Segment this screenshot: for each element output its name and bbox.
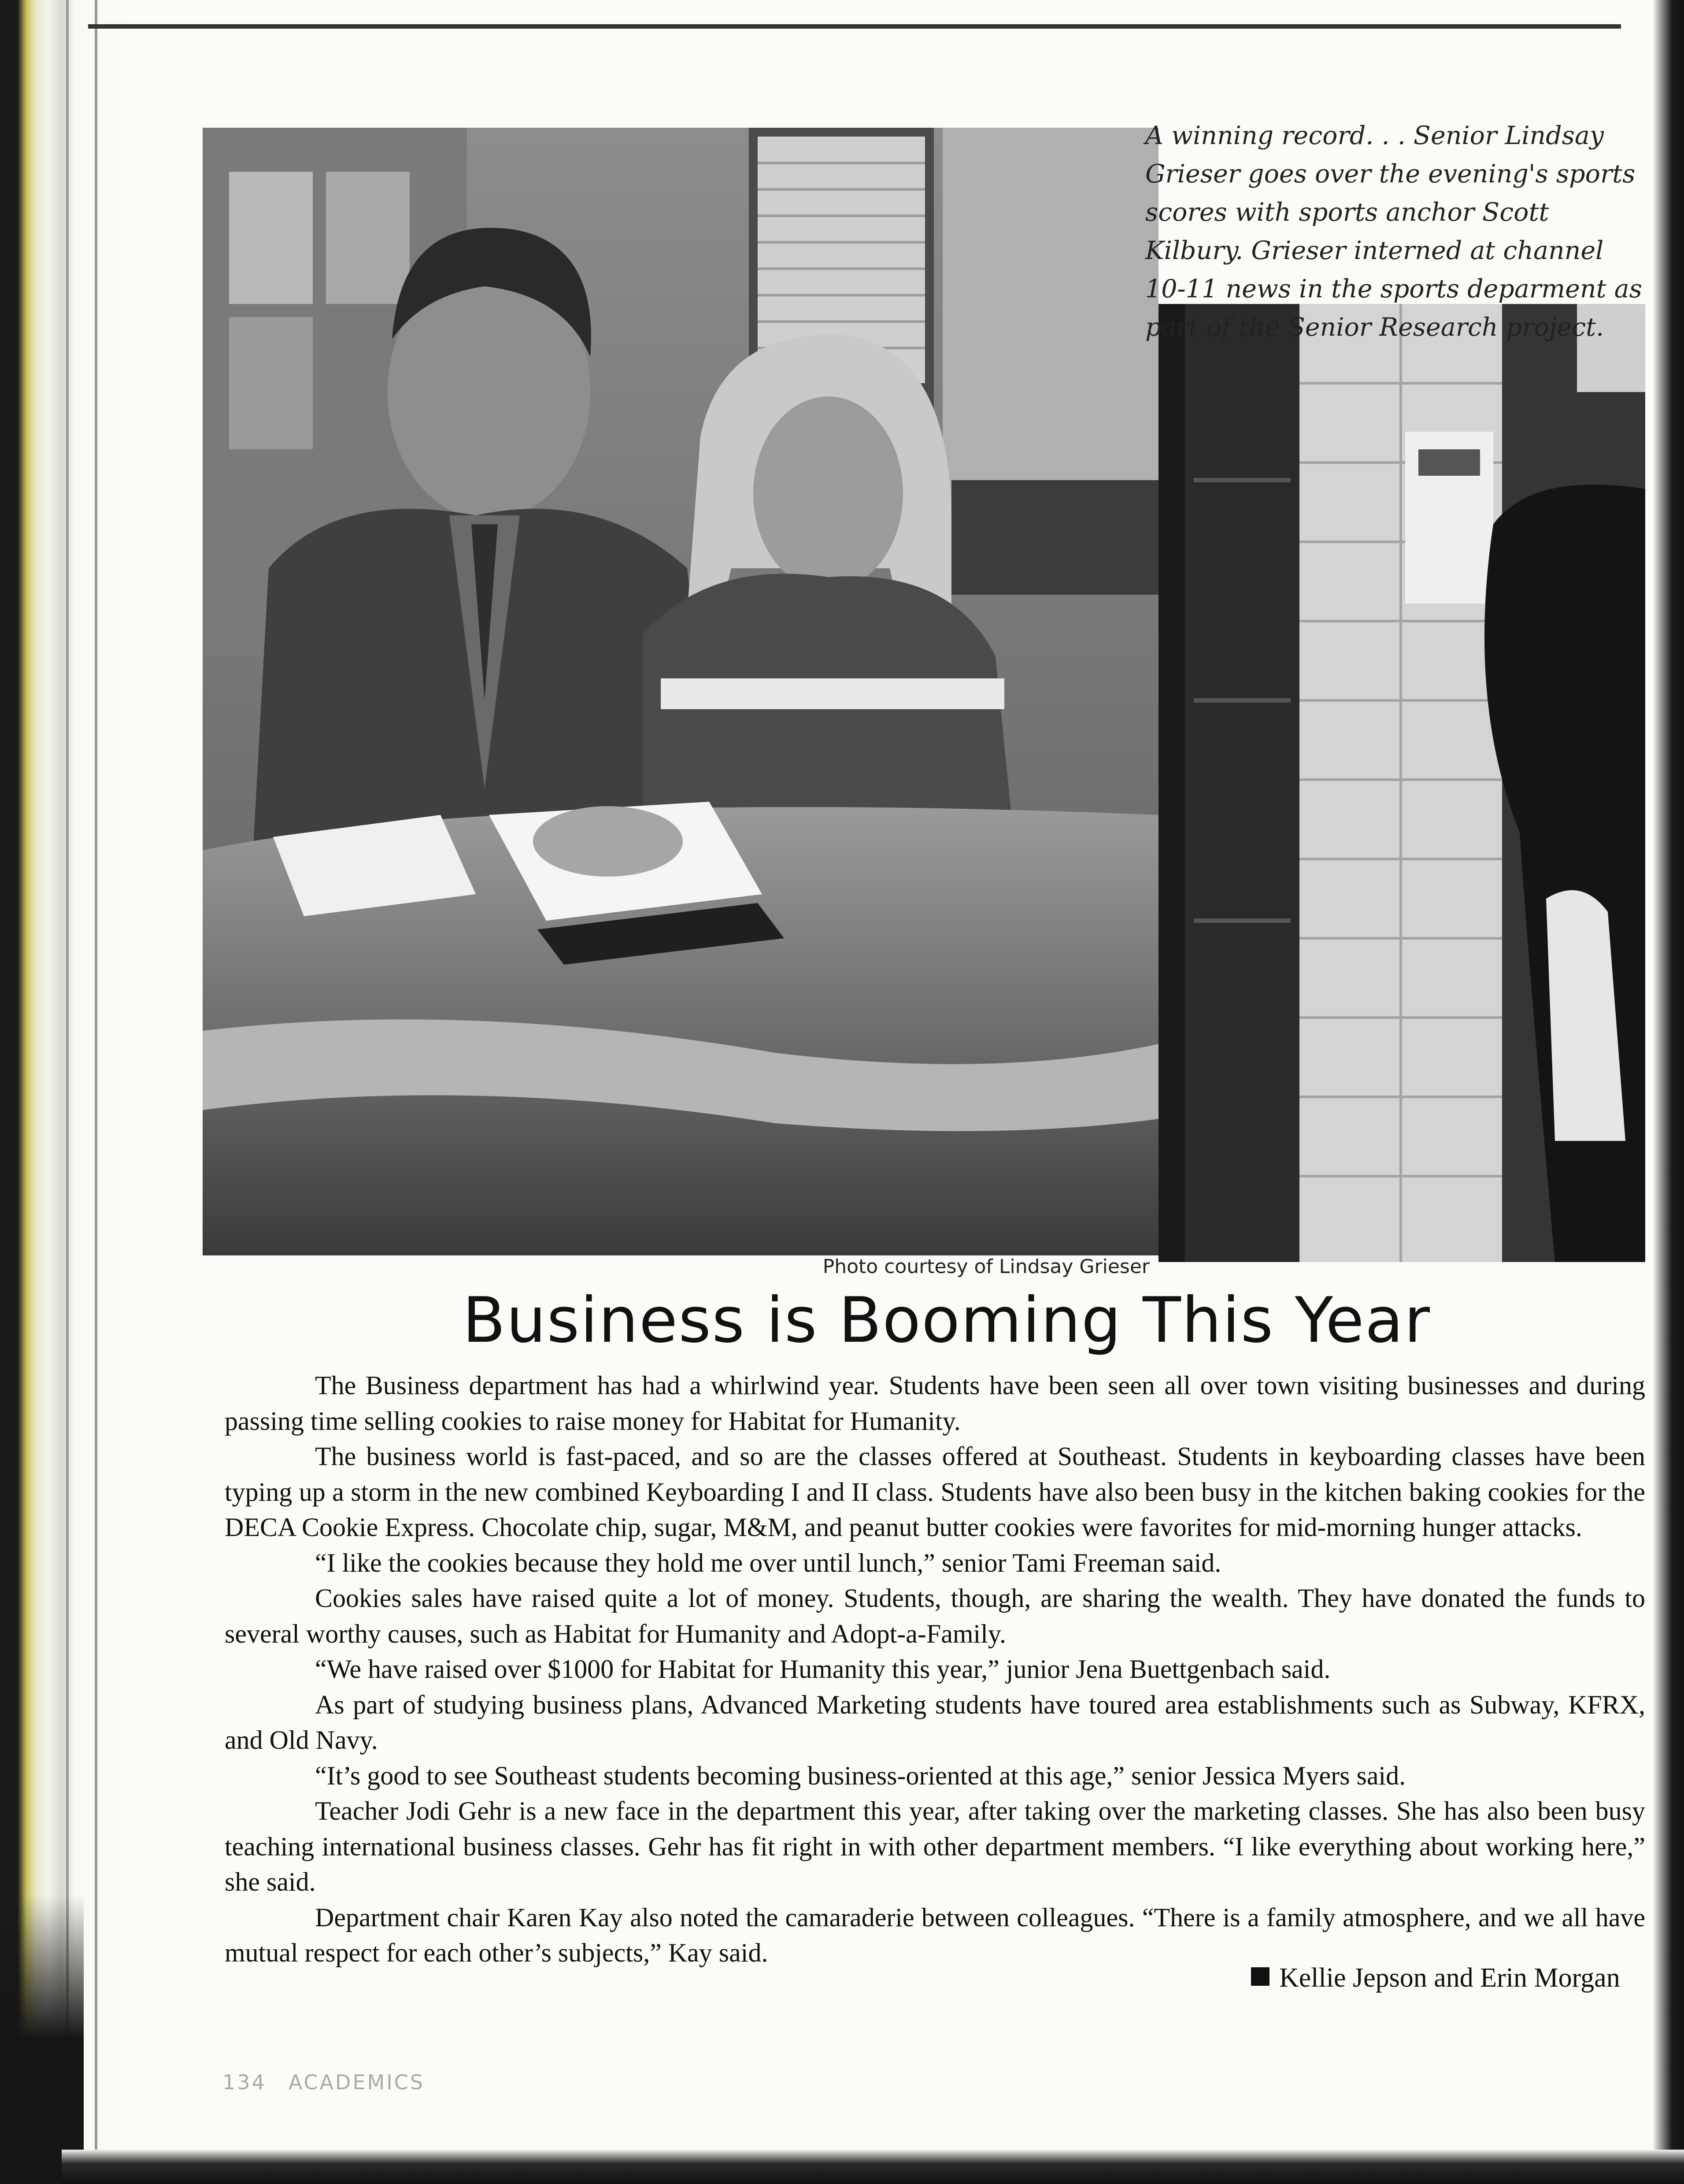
byline-text: Kellie Jepson and Erin Morgan (1279, 1963, 1620, 1993)
photo-credit: Photo courtesy of Lindsay Grieser (822, 1255, 1150, 1278)
article-paragraph: “I like the cookies because they hold me over until lunch,” senior Tami Freeman said. (315, 1548, 1221, 1577)
binding-line (95, 0, 97, 2184)
article-paragraph: “We have raised over $1000 for Habitat for Humanity this year,” junior Jena Buettgenbach said. (315, 1655, 1331, 1684)
section-name: ACADEMICS (288, 2070, 425, 2094)
article-paragraph: The business world is fast-paced, and so are the classes offered at Southeast. Students in keyboarding classes have been typing up a storm in the new combined Keyboarding I and II class. Students have also been busy in the kitchen baking cookies for the DECA Cookie Express. Chocolate chip, sugar, M&M, and peanut butter cookies were favorites for mid-morning hunger attacks. (225, 1442, 1645, 1542)
binding-line (66, 0, 69, 2184)
secondary-photo (1158, 304, 1645, 1262)
byline-square-icon (1251, 1967, 1269, 1986)
article-paragraph: Department chair Karen Kay also noted the camaraderie between colleagues. “There is a family atmosphere, and we all have mutual respect for each other’s subjects,” Kay said. (225, 1903, 1645, 1967)
photo-caption: A winning record. . . Senior Lindsay Grieser goes over the evening's sports scores with sports anchor Scott Kilbury. Grieser interned at channel 10-11 news in the sports deparment as part of the Senior Research project. (1145, 121, 1642, 342)
article-paragraph: The Business department has had a whirlwind year. Students have been seen all over town visiting businesses and during passing time selling cookies to raise money for Habitat for Humanity. (225, 1371, 1645, 1436)
article-paragraph: “It’s good to see Southeast students becoming business-oriented at this age,” senior Jessica Myers said. (315, 1761, 1406, 1790)
folio (222, 2070, 447, 2094)
article-paragraph: Teacher Jodi Gehr is a new face in the department this year, after taking over the marketing classes. She has also been busy teaching international business classes. Gehr has fit right in with other department members. “I like everything about working here,” she said. (225, 1796, 1645, 1896)
article-body (225, 1368, 1645, 1971)
top-page-edge (88, 24, 1621, 29)
right-page-edge (1653, 0, 1684, 2184)
page-number: 134 (222, 2070, 266, 2094)
byline (1251, 1962, 1647, 1994)
binding-shadow (0, 1894, 84, 2184)
bottom-page-edge (62, 2150, 1684, 2184)
article-paragraph: Cookies sales have raised quite a lot of money. Students, though, are sharing the wealth. They have donated the funds to several worthy causes, such as Habitat for Humanity and Adopt-a-Family. (225, 1584, 1645, 1648)
main-photo (203, 128, 1158, 1255)
article-headline: Business is Booming This Year (463, 1284, 1431, 1357)
article-paragraph: As part of studying business plans, Advanced Marketing students have toured area establishments such as Subway, KFRX, and Old Navy. (225, 1690, 1645, 1755)
